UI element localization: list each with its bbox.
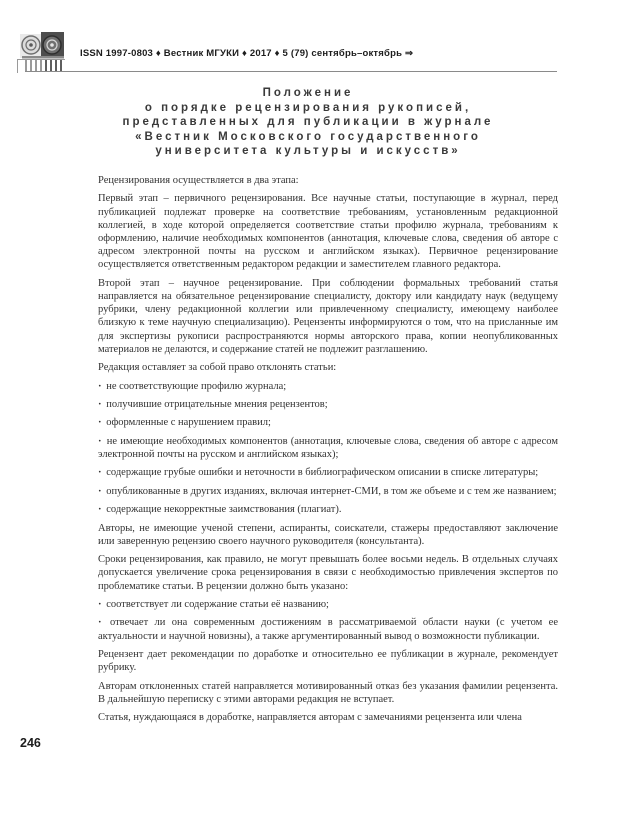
bullet-marker: · — [98, 435, 107, 447]
bullet-marker: · — [98, 598, 107, 610]
bullet-marker: · — [98, 417, 107, 429]
bullet-item: · отвечает ли она современным достижениям в рассматриваемой области науки (с учетом ее актуальности и научной новизны), а также аргументированный вывод о возможности публикации. — [98, 617, 558, 642]
bullet-item: · содержащие грубые ошибки и неточности в библиографическом описании в списке литературы; — [98, 467, 539, 479]
paragraph: Сроки рецензирования, как правило, не могут превышать более восьми недель. В отдельных случаях допускается увеличение срока рецензирования в связи с необходимостью привлечения экспертов по проблематике статьи. В рецензии должно быть указано: — [98, 554, 558, 592]
bullet-item: · оформленные с нарушением правил; — [98, 417, 271, 429]
bullet-marker: · — [98, 504, 107, 516]
paragraph: Статья, нуждающаяся в доработке, направляется авторам с замечаниями рецензента или члена — [98, 712, 522, 724]
paragraph: Авторы, не имеющие ученой степени, аспиранты, соискатели, стажеры предоставляют заключение или заверенную рецензию своего научного руководителя (консультанта). — [98, 522, 558, 547]
paragraph: Первый этап – первичного рецензирования. Все научные статьи, поступающие в журнал, перед публикацией подлежат проверке на соответствие требованиям, установленным редакционной коллегией, в ходе которой определяется соответствие статьи профилю журнала, требованиям к оформлению, наличие необходимых компонентов (аннотация, ключевые слова, сведения об авторе с адресом электронной почты на русском и английском языках). Первичное рецензирование осуществляется ответственным редактором редакции и заместителем главного редактора. — [98, 193, 558, 271]
paragraph: Авторам отклоненных статей направляется мотивированный отказ без указания фамилии рецензента. В дальнейшую переписку с этими авторами редакция не вступает. — [98, 680, 558, 705]
title-line: университета культуры и искусств» — [155, 145, 461, 157]
bullet-marker: · — [98, 467, 107, 479]
article-body — [98, 174, 558, 729]
title-line: о порядке рецензирования рукописей, — [144, 101, 472, 114]
page-number: 246 — [20, 736, 41, 750]
bullet-item: · соответствует ли содержание статьи её названию; — [98, 598, 329, 610]
paragraph: Второй этап – научное рецензирование. При соблюдении формальных требований статья направляется на обязательное рецензирование специалисту, доктору или кандидату наук (ведущему рубрики, члену редакционной коллегии или привлеченному специалисту, имеющему наиболее близкую к теме научную специализацию). Рецензенты информируются о том, что на присланные им для экспертизы рукописи распространяются нормы авторского права, копии неопубликованных материалов не делаются, и содержание статей не подлежит разглашению. — [98, 277, 558, 355]
bullet-marker: · — [98, 617, 110, 629]
bullet-marker: · — [98, 398, 107, 410]
document-title — [58, 86, 558, 159]
header-rule — [25, 71, 557, 72]
paragraph: Рецензент дает рекомендации по доработке и относительно ее публикации в журнале, рекомендует рубрику. — [98, 648, 558, 674]
bullet-item: · содержащие некорректные заимствования (плагиат). — [98, 504, 342, 516]
bullet-item: · не соответствующие профилю журнала; — [98, 380, 287, 392]
paragraph: Редакция оставляет за собой право отклонять статьи: — [98, 362, 337, 374]
bullet-marker: · — [98, 380, 107, 392]
bullet-item: · не имеющие необходимых компонентов (аннотация, ключевые слова, сведения об авторе с адресом электронной почты на русском и английском языках); — [98, 435, 558, 460]
title-line: представленных для публикации в журнале — [122, 116, 494, 128]
title-line: «Вестник Московского государственного — [135, 130, 481, 143]
bullet-marker: · — [98, 485, 107, 497]
title-line: Положение — [262, 87, 354, 99]
bullet-item: · опубликованные в других изданиях, включая интернет-СМИ, в том же объеме и с тем же названием; — [98, 485, 557, 497]
journal-issn-line: ISSN 1997-0803 ♦ Вестник МГУКИ ♦ 2017 ♦ 5 (79) сентябрь–октябрь ⇒ — [80, 48, 414, 59]
paragraph: Рецензирования осуществляется в два этапа: — [98, 175, 299, 186]
bullet-item: · получившие отрицательные мнения рецензентов; — [98, 398, 328, 410]
